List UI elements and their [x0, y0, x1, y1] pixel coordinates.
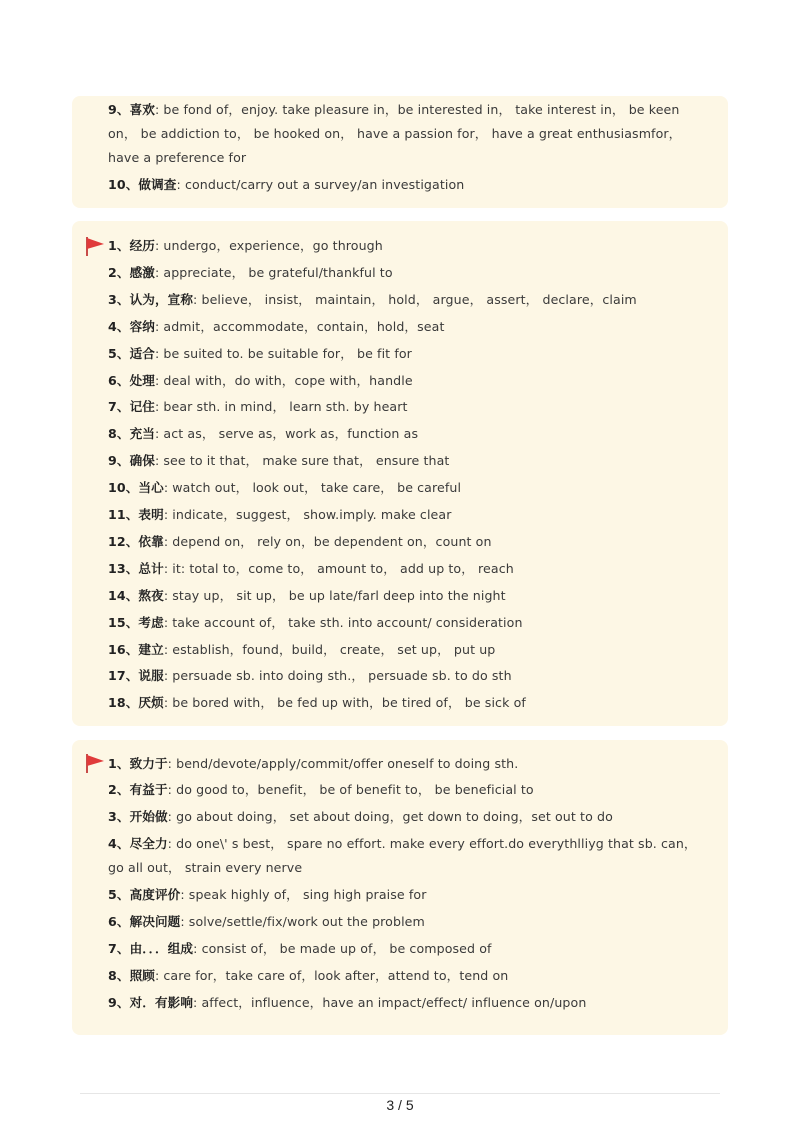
item-phrases: : speak highly of， sing high praise for	[180, 887, 427, 902]
item-keyword: 适合	[129, 346, 155, 361]
item-phrases: : do good to，benefit， be of benefit to， be beneficial to	[167, 782, 534, 797]
item-phrases: : act as， serve as，work as，function as	[154, 426, 419, 441]
item-number: 14、	[108, 588, 139, 603]
item-phrases: : establish，found，build， create， set up， put up	[163, 642, 496, 657]
item-phrases: : appreciate， be grateful/thankful to	[154, 265, 393, 280]
item-keyword: 厌烦	[138, 695, 164, 710]
item-phrases: : be bored with， be fed up with，be tired of， be sick of	[163, 695, 526, 710]
item-number: 18、	[108, 695, 139, 710]
item-keyword: 充当	[129, 426, 155, 441]
item-number: 15、	[108, 615, 139, 630]
item-keyword: 容纳	[129, 319, 155, 334]
phrase-line	[108, 173, 710, 197]
item-keyword: 考虑	[138, 615, 164, 630]
phrase-line	[108, 638, 710, 662]
phrase-line	[108, 805, 710, 829]
red-flag-icon	[84, 235, 106, 257]
item-number: 3、	[108, 292, 130, 307]
item-phrases: : watch out， look out， take care， be careful	[163, 480, 462, 495]
item-number: 5、	[108, 346, 130, 361]
item-keyword: 熬夜	[138, 588, 164, 603]
item-number: 13、	[108, 561, 139, 576]
item-keyword: 总计	[138, 561, 164, 576]
phrase-line	[108, 234, 710, 258]
item-number: 16、	[108, 642, 139, 657]
item-phrases: : undergo，experience，go through	[154, 238, 383, 253]
item-number: 1、	[108, 756, 130, 771]
item-keyword: 处理	[129, 373, 155, 388]
phrase-line	[108, 395, 710, 419]
phrase-line	[108, 664, 710, 688]
phrase-line	[108, 503, 710, 527]
item-keyword: 喜欢	[129, 102, 155, 117]
phrase-line	[108, 964, 710, 988]
phrase-line	[108, 937, 710, 961]
footer-divider	[80, 1093, 720, 1094]
item-phrases: : see to it that， make sure that， ensure that	[154, 453, 450, 468]
item-number: 8、	[108, 426, 130, 441]
item-keyword: 做调查	[138, 177, 177, 192]
item-phrases: : bend/devote/apply/commit/offer oneself to doing sth.	[167, 756, 519, 771]
item-keyword: 认为，宣称	[129, 292, 194, 307]
item-phrases: : solve/settle/fix/work out the problem	[180, 914, 425, 929]
item-keyword: 尽全力	[129, 836, 168, 851]
phrase-line	[108, 752, 710, 776]
item-phrases: : conduct/carry out a survey/an investigation	[176, 177, 465, 192]
phrase-line	[108, 530, 710, 554]
item-number: 7、	[108, 941, 130, 956]
red-flag-icon	[84, 752, 106, 774]
item-number: 6、	[108, 373, 130, 388]
item-keyword: 记住	[129, 399, 155, 414]
phrase-line	[108, 422, 710, 446]
item-keyword: 确保	[129, 453, 155, 468]
item-keyword: 由．．．组成	[129, 941, 194, 956]
item-keyword: 感激	[129, 265, 155, 280]
phrase-line	[108, 342, 710, 366]
item-keyword: 对．有影响	[129, 995, 194, 1010]
item-phrases: : believe， insist， maintain， hold， argue， assert， declare，claim	[193, 292, 637, 307]
item-number: 2、	[108, 265, 130, 280]
item-number: 10、	[108, 480, 139, 495]
phrase-line	[108, 991, 710, 1015]
phrase-card-1	[72, 96, 728, 208]
phrase-line	[108, 883, 710, 907]
item-number: 9、	[108, 453, 130, 468]
item-phrases: : persuade sb. into doing sth.， persuade sb. to do sth	[163, 668, 512, 683]
item-number: 6、	[108, 914, 130, 929]
item-number: 5、	[108, 887, 130, 902]
item-keyword: 致力于	[129, 756, 168, 771]
item-keyword: 建立	[138, 642, 164, 657]
item-number: 1、	[108, 238, 130, 253]
phrase-line	[108, 584, 710, 608]
item-number: 4、	[108, 836, 130, 851]
item-number: 12、	[108, 534, 139, 549]
item-phrases: : go about doing， set about doing，get down to doing，set out to do	[167, 809, 613, 824]
phrase-line	[108, 449, 710, 473]
item-keyword: 照顾	[129, 968, 155, 983]
item-phrases: : stay up， sit up， be up late/farl deep into the night	[163, 588, 506, 603]
item-keyword: 依靠	[138, 534, 164, 549]
item-keyword: 当心	[138, 480, 164, 495]
item-number: 3、	[108, 809, 130, 824]
item-phrases: : bear sth. in mind， learn sth. by heart	[154, 399, 408, 414]
item-phrases: : admit，accommodate，contain，hold，seat	[154, 319, 445, 334]
item-keyword: 说服	[138, 668, 164, 683]
item-phrases: : deal with，do with，cope with，handle	[154, 373, 413, 388]
item-number: 2、	[108, 782, 130, 797]
phrase-line	[108, 288, 710, 312]
item-phrases: : consist of， be made up of， be composed of	[193, 941, 492, 956]
phrase-card-3	[72, 740, 728, 1035]
item-number: 9、	[108, 102, 130, 117]
item-phrases: : depend on， rely on，be dependent on，count on	[163, 534, 492, 549]
phrase-line	[108, 261, 710, 285]
phrase-line	[108, 98, 710, 170]
item-number: 8、	[108, 968, 130, 983]
item-keyword: 高度评价	[129, 887, 181, 902]
item-phrases: : be suited to. be suitable for， be fit for	[154, 346, 412, 361]
phrase-line	[108, 691, 710, 715]
item-number: 4、	[108, 319, 130, 334]
item-keyword: 表明	[138, 507, 164, 522]
phrase-line	[108, 910, 710, 934]
phrase-card-2	[72, 221, 728, 726]
phrase-line	[108, 369, 710, 393]
item-keyword: 有益于	[129, 782, 168, 797]
item-number: 9、	[108, 995, 130, 1010]
item-number: 7、	[108, 399, 130, 414]
item-phrases: : affect，influence，have an impact/effect/ influence on/upon	[193, 995, 587, 1010]
item-keyword: 经历	[129, 238, 155, 253]
item-phrases: : care for，take care of，look after，attend to，tend on	[154, 968, 509, 983]
item-keyword: 解决问题	[129, 914, 181, 929]
phrase-line	[108, 778, 710, 802]
item-phrases: : indicate，suggest， show.imply. make clear	[163, 507, 452, 522]
phrase-line	[108, 611, 710, 635]
item-phrases: : take account of， take sth. into account/ consideration	[163, 615, 523, 630]
item-phrases: : do one\' s best， spare no effort. make every effort.do everythlliyg that sb. can， go all out， strain every nerve	[108, 836, 697, 875]
phrase-line	[108, 315, 710, 339]
item-number: 11、	[108, 507, 139, 522]
page-number: 3 / 5	[386, 1097, 414, 1113]
item-number: 10、	[108, 177, 139, 192]
item-phrases: : it: total to，come to， amount to， add up to， reach	[163, 561, 514, 576]
item-keyword: 开始做	[129, 809, 168, 824]
phrase-line	[108, 832, 710, 880]
phrase-line	[108, 557, 710, 581]
item-number: 17、	[108, 668, 139, 683]
item-phrases: : be fond of，enjoy. take pleasure in，be interested in， take interest in， be keen on， be addiction to， be hooked on， have a passion for， have a great enthusiasmfor，have a preference for	[108, 102, 682, 165]
phrase-line	[108, 476, 710, 500]
